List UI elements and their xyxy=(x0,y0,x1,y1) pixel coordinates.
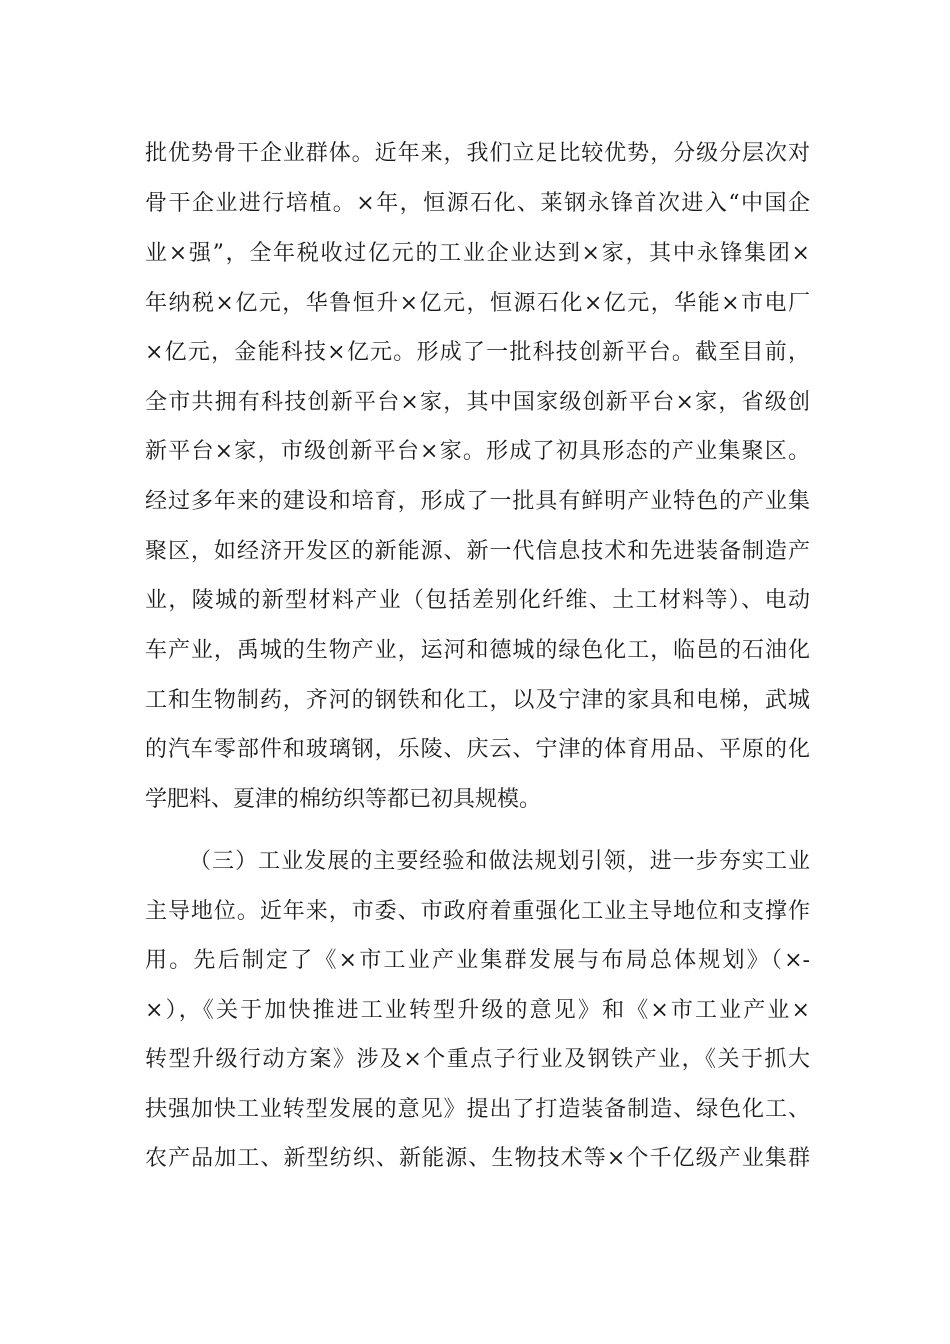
paragraph-1-line-1: 批优势骨干企业群体。近年来，我们立足比较优势，分级分层次对 xyxy=(145,141,810,166)
paragraph-2-line-2: 主导地位。近年来，市委、市政府着重强化工业主导地位和支撑作 xyxy=(145,899,810,924)
paragraph-1-line-14: 学肥料、夏津的棉纺织等都已初具规模。 xyxy=(145,787,542,812)
paragraph-1-line-12: 工和生物制药，齐河的钢铁和化工，以及宁津的家具和电梯，武城 xyxy=(145,688,810,713)
paragraph-1-line-7: 新平台×家，市级创新平台×家。形成了初具形态的产业集聚区。 xyxy=(145,439,810,464)
paragraph-2-line-7: 农产品加工、新型纺织、新能源、生物技术等×个千亿级产业集群 xyxy=(145,1146,810,1171)
paragraph-1-line-13: 的汽车零部件和玻璃钢，乐陵、庆云、宁津的体育用品、平原的化 xyxy=(145,737,810,762)
paragraph-1-line-4: 年纳税×亿元，华鲁恒升×亿元，恒源石化×亿元，华能×市电厂 xyxy=(145,291,810,316)
paragraph-2-line-6: 扶强加快工业转型发展的意见》提出了打造装备制造、绿色化工、 xyxy=(145,1097,810,1122)
paragraph-1-line-5: ×亿元，金能科技×亿元。形成了一批科技创新平台。截至目前， xyxy=(145,340,810,365)
paragraph-1-line-3: 业×强”，全年税收过亿元的工业企业达到×家，其中永锋集团× xyxy=(145,241,810,266)
paragraph-2-line-1: （三）工业发展的主要经验和做法规划引领，进一步夯实工业 xyxy=(189,849,810,874)
paragraph-1-line-6: 全市共拥有科技创新平台×家，其中国家级创新平台×家，省级创 xyxy=(145,390,810,415)
paragraph-1-line-11: 车产业，禹城的生物产业，运河和德城的绿色化工，临邑的石油化 xyxy=(145,638,810,663)
paragraph-1-line-8: 经过多年来的建设和培育，形成了一批具有鲜明产业特色的产业集 xyxy=(145,489,810,514)
paragraph-1-line-9: 聚区，如经济开发区的新能源、新一代信息技术和先进装备制造产 xyxy=(145,539,810,564)
paragraph-2-line-3: 用。先后制定了《×市工业产业集群发展与布局总体规划》（×- xyxy=(145,948,810,973)
paragraph-2-line-4: ×），《关于加快推进工业转型升级的意见》和《×市工业产业× xyxy=(145,998,810,1023)
paragraph-2-line-5: 转型升级行动方案》涉及×个重点子行业及钢铁产业，《关于抓大 xyxy=(145,1047,810,1072)
paragraph-1-line-10: 业，陵城的新型材料产业（包括差别化纤维、土工材料等）、电动 xyxy=(145,588,810,613)
paragraph-1-line-2: 骨干企业进行培植。×年，恒源石化、莱钢永锋首次进入“中国企 xyxy=(145,191,810,216)
